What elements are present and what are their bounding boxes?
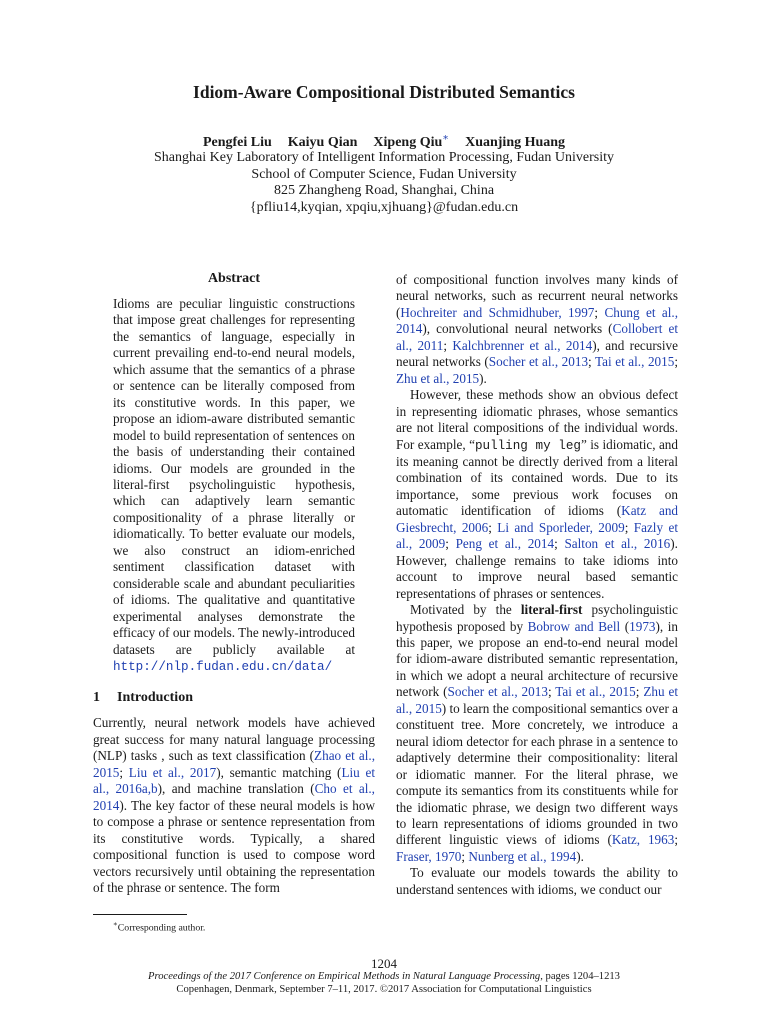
abstract-heading: Abstract (207, 271, 261, 286)
intro-paragraph: Currently, neural network models have achieved great success for many natural language processing (NLP) tasks , such as text classification (Zhao et al., 2015; Liu et al., 2017), semantic matching (Liu et al., 2016a,b), and machine translation (Cho et al., 2014). The key factor of these neural models is how to compose a phrase or sentence representation from its constitutive words. Typically, a shared compositional function is used to compose word vectors recursively until obtaining the representation of the phrase or sentence. The form (93, 715, 375, 895)
dataset-url-link[interactable]: http://nlp.fudan.edu.cn/data/ (113, 659, 333, 674)
citation-link[interactable]: Tai et al., 2015 (555, 684, 636, 700)
footnote-rule (93, 914, 187, 915)
citation-link[interactable]: Fazly et al., 2009 (396, 519, 678, 552)
corresponding-mark: ∗ (442, 132, 450, 143)
citation-link[interactable]: Collobert et al., 2011 (396, 321, 678, 353)
affiliation-line: Shanghai Key Laboratory of Intelligent Information Processing, Fudan University (154, 150, 614, 165)
author-name: Kaiyu Qian (287, 134, 358, 150)
affiliation-block (0, 150, 768, 217)
body-paragraph: of compositional function involves many kinds of neural networks, such as recurrent neural networks (Hochreiter and Schmidhuber, 1997; Chung et al., 2014), convolutional neural networks (Collobert et al., 2011; Kalchbrenner et al., 2014), and recursive neural networks (Socher et al., 2013; Tai et al., 2015; Zhu et al., 2015). (396, 272, 679, 386)
citation-link[interactable]: Kalchbrenner et al., 2014 (452, 337, 593, 353)
emphasis-literal-first: literal-first (520, 602, 583, 618)
citation-link[interactable]: Cho et al., 2014 (93, 781, 375, 813)
author-name: Xuanjing Huang (465, 134, 566, 150)
citation-link[interactable]: Zhao et al., 2015 (93, 748, 375, 780)
citation-link[interactable]: Socher et al., 2013 (447, 684, 548, 700)
section-heading-introduction: 1 Introduction (93, 690, 193, 706)
page-range: , pages 1204–1213 (540, 971, 620, 982)
author-list (0, 132, 768, 151)
citation-link[interactable]: Chung et al., 2014 (396, 304, 678, 337)
affiliation-line: 825 Zhangheng Road, Shanghai, China (273, 183, 495, 199)
citation-link[interactable]: Nunberg et al., 1994 (468, 848, 577, 864)
citation-link[interactable]: Salton et al., 2016 (564, 536, 671, 552)
body-paragraph: To evaluate our models towards the ability to understand sentences with idioms, we conduct our (396, 865, 678, 897)
author-emails: {pfliu14,kyqian, xpqiu,xjhuang}@fudan.edu.cn (249, 200, 519, 216)
citation-link[interactable]: Liu et al., 2017 (128, 764, 217, 780)
citation-link[interactable]: Socher et al., 2013 (488, 354, 589, 370)
citation-link[interactable]: Katz, 1963 (611, 832, 675, 848)
idiom-example: pulling my leg (474, 438, 581, 453)
venue-footer (0, 971, 768, 996)
footnote: ∗Corresponding author. (113, 920, 206, 934)
author-name: Xipeng Qiu∗ (373, 132, 450, 150)
citation-link[interactable]: Liu et al., 2016a,b (93, 764, 375, 797)
citation-link[interactable]: Zhu et al., 2015 (396, 684, 679, 716)
citation-link[interactable]: Fraser, 1970 (396, 848, 462, 864)
citation-link[interactable]: Zhu et al., 2015 (396, 370, 480, 386)
citation-link[interactable]: Hochreiter and Schmidhuber, 1997 (400, 304, 595, 320)
citation-link[interactable]: Peng et al., 2014 (455, 536, 555, 552)
proceedings-title: Proceedings of the 2017 Conference on Empirical Methods in Natural Language Processing (148, 971, 541, 982)
venue-location: Copenhagen, Denmark, September 7–11, 2017. ©2017 Association for Computational Linguistics (176, 983, 592, 995)
citation-link[interactable]: 1973 (629, 618, 656, 634)
right-column (396, 272, 678, 898)
citation-link[interactable]: Katz and Giesbrecht, 2006 (396, 503, 679, 535)
citation-link[interactable]: Li and Sporleder, 2009 (497, 519, 625, 535)
citation-link[interactable]: Tai et al., 2015 (595, 354, 675, 370)
author-name: Pengfei Liu (202, 134, 272, 150)
citation-link[interactable]: Bobrow and Bell (527, 618, 621, 634)
body-paragraph: However, these methods show an obvious defect in representing idiomatic phrases, whose semantics are not literal compositions of the individual words. For example, “pulling my leg” is idiomatic, and its meaning cannot be directly derived from a literal combination of its contained words. Due to its importance, some previous work focuses on automatic identification of idioms (Katz and Giesbrecht, 2006; Li and Sporleder, 2009; Fazly et al., 2009; Peng et al., 2014; Salton et al., 2016). However, challenge remains to take idioms into account to improve neural based semantic representations of phrases or sentences. (396, 387, 679, 601)
paper-title: Idiom-Aware Compositional Distributed Semantics (193, 82, 575, 102)
left-column (93, 270, 375, 896)
page-number: 1204 (371, 956, 397, 971)
abstract-body: Idioms are peculiar linguistic constructions that impose great challenges for representing the semantics of language, especially in current prevailing end-to-end neural models, which assume that the semantics of a phrase or sentence can be literally composed from its constitutive words. In this paper, we propose an idiom-aware distributed semantic model to build representation of sentences on the basis of understanding their contained idioms. Our models are grounded in the literal-first psycholinguistic hypothesis, which can adaptively learn semantic compositionality of a phrase literally or idiomatically. To better evaluate our models, we also construct an idiom-enriched sentiment classification dataset with considerable scale and abundant peculiarities of idioms. The qualitative and quantitative experimental analyses demonstrate the efficacy of our models. The newly-introduced datasets are publicly available at http://nlp.fudan.edu.cn/data/ (113, 296, 355, 674)
body-paragraph: Motivated by the literal-first psycholinguistic hypothesis proposed by Bobrow and Bell (1973), in this paper, we propose an end-to-end neural model for idiom-aware distributed semantic representation, in which we adopt a neural architecture of recursive network (Socher et al., 2013; Tai et al., 2015; Zhu et al., 2015) to learn the compositional semantics over a constituent tree. More concretely, we introduce a neural idiom detector for each phrase in a sentence to adaptively determine their compositionality: literal or idiomatic manner. For the literal phrase, we compute its semantics from its constituents while for the idiomatic phrase, we design two different ways to learn representations of idioms grounded in two different linguistic views of idioms (Katz, 1963; Fraser, 1970; Nunberg et al., 1994). (396, 602, 679, 864)
affiliation-line: School of Computer Science, Fudan University (251, 166, 517, 182)
